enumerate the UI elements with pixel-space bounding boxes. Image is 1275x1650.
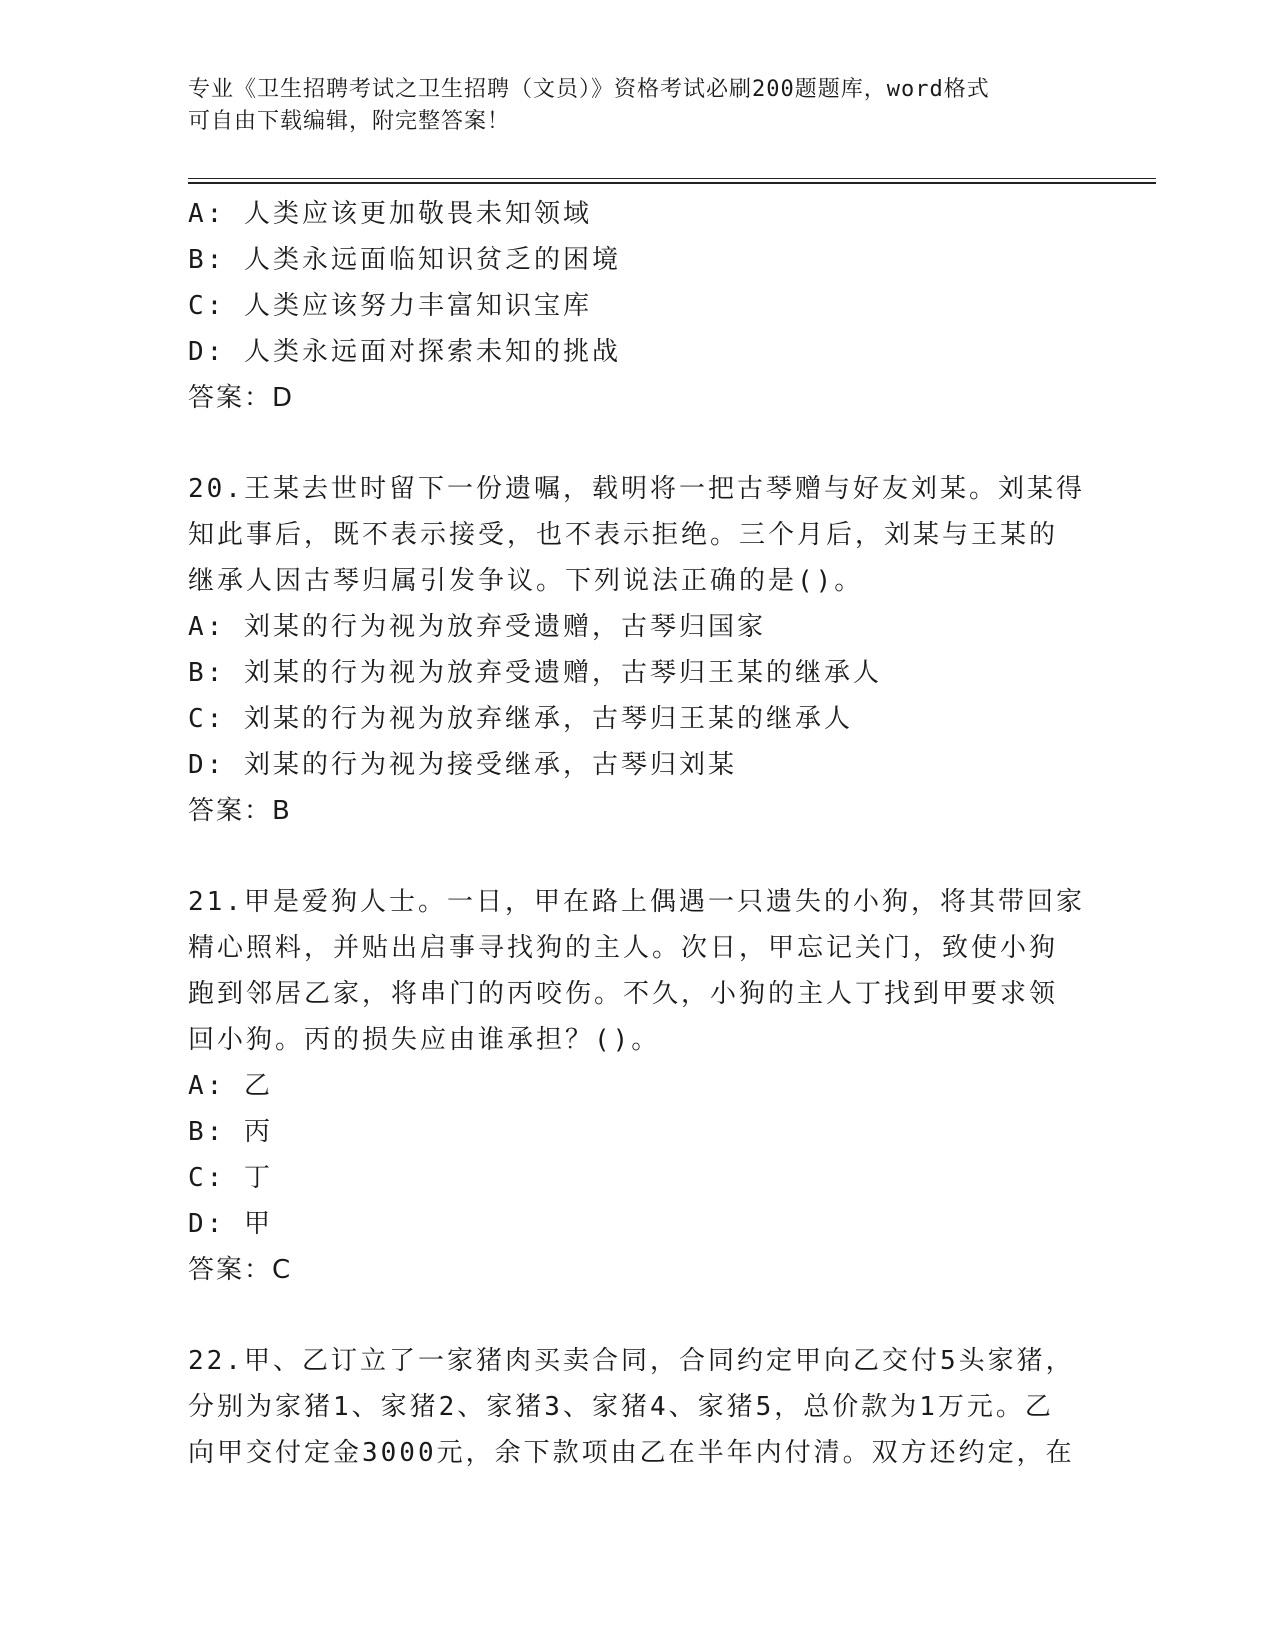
document-body <box>188 191 1088 1476</box>
question-20 <box>188 466 1088 834</box>
header-line-1: 专业《卫生招聘考试之卫生招聘（文员）》资格考试必刷200题题库，word格式 <box>188 77 990 102</box>
header-divider-thin <box>188 178 1156 179</box>
header-line-2: 可自由下载编辑，附完整答案！ <box>188 109 511 134</box>
option-c: C: 丁 <box>188 1163 273 1193</box>
option-b: B: 人类永远面临知识贫乏的困境 <box>188 245 621 275</box>
stem-line: 向甲交付定金3000元，余下款项由乙在半年内付清。双方还约定，在 <box>188 1438 1075 1468</box>
option-d: D: 人类永远面对探索未知的挑战 <box>188 337 621 367</box>
stem-line: 20.王某去世时留下一份遗嘱，载明将一把古琴赠与好友刘某。刘某得 <box>188 474 1085 504</box>
option-a: A: 人类应该更加敬畏未知领域 <box>188 199 592 229</box>
stem-line: 21.甲是爱狗人士。一日，甲在路上偶遇一只遗失的小狗，将其带回家 <box>188 887 1085 917</box>
stem-line: 精心照料，并贴出启事寻找狗的主人。次日，甲忘记关门，致使小狗 <box>188 933 1059 963</box>
question-stem <box>188 879 1088 1063</box>
question-22 <box>188 1338 1088 1476</box>
header-divider-thick <box>188 182 1156 184</box>
answer-label: 答案：D <box>188 383 295 413</box>
option-a: A: 乙 <box>188 1071 273 1101</box>
stem-line: 22.甲、乙订立了一家猪肉买卖合同，合同约定甲向乙交付5头家猪， <box>188 1346 1075 1376</box>
stem-line: 继承人因古琴归属引发争议。下列说法正确的是()。 <box>188 566 864 596</box>
option-b: B: 丙 <box>188 1117 273 1147</box>
question-stem <box>188 1338 1088 1476</box>
stem-line: 回小狗。丙的损失应由谁承担？()。 <box>188 1025 661 1055</box>
option-d: D: 甲 <box>188 1209 273 1239</box>
stem-line: 分别为家猪1、家猪2、家猪3、家猪4、家猪5，总价款为1万元。乙 <box>188 1392 1054 1422</box>
option-c: C: 刘某的行为视为放弃继承，古琴归王某的继承人 <box>188 704 853 734</box>
option-c: C: 人类应该努力丰富知识宝库 <box>188 291 592 321</box>
question-stem <box>188 466 1088 604</box>
stem-line: 知此事后，既不表示接受，也不表示拒绝。三个月后，刘某与王某的 <box>188 520 1059 550</box>
option-a: A: 刘某的行为视为放弃受遗赠，古琴归国家 <box>188 612 766 642</box>
question-19 <box>188 191 1088 421</box>
document-header <box>188 74 1088 138</box>
option-d: D: 刘某的行为视为接受继承，古琴归刘某 <box>188 750 737 780</box>
stem-line: 跑到邻居乙家，将串门的丙咬伤。不久，小狗的主人丁找到甲要求领 <box>188 979 1059 1009</box>
option-b: B: 刘某的行为视为放弃受遗赠，古琴归王某的继承人 <box>188 658 882 688</box>
answer-label: 答案：B <box>188 796 292 826</box>
answer-label: 答案：C <box>188 1255 293 1285</box>
question-21 <box>188 879 1088 1293</box>
